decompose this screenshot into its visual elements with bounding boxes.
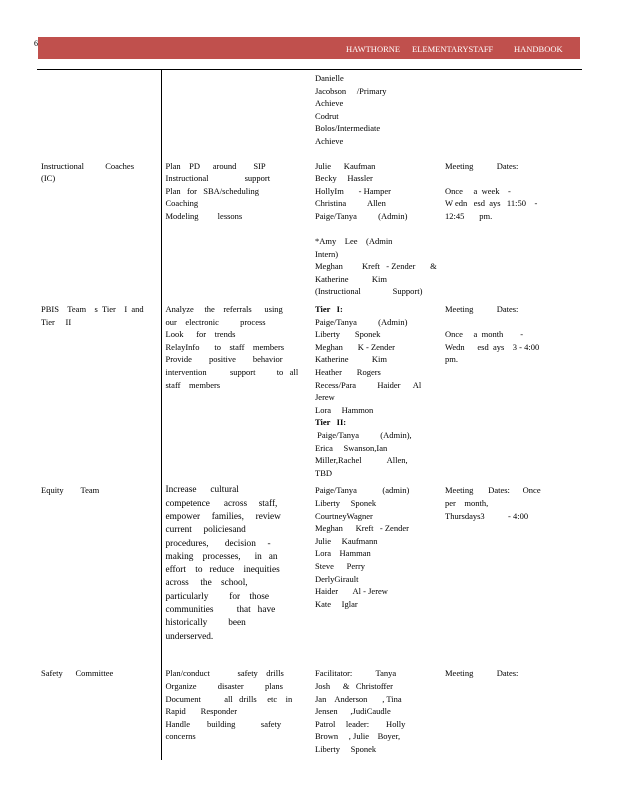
duty-line: Organize disaster plans	[165, 680, 283, 691]
committee-name-cell	[37, 482, 161, 665]
table-row	[37, 665, 582, 760]
member-line: Paige/Tanya (Admin)	[315, 210, 408, 221]
duty-line: intervention support to all	[165, 367, 299, 377]
duties-cell	[161, 301, 311, 482]
meeting-line: Meeting Dates:	[445, 160, 519, 171]
member-line: Intern)	[315, 248, 339, 259]
meeting-line	[445, 172, 578, 185]
duty-line: historically been	[165, 618, 246, 629]
member-line: Katherine Kim	[315, 354, 387, 365]
duty-line: concerns	[165, 731, 196, 742]
meeting-line: Wedn esd ays 3 - 4:00	[445, 341, 540, 352]
table-row	[37, 70, 582, 158]
committee-name-cont: Tier II	[41, 316, 72, 327]
meetings-cell	[441, 482, 582, 665]
meeting-line: Thursdays3 - 4:00	[445, 510, 529, 521]
header-handbook: HANDBOOK	[514, 44, 563, 54]
member-line: Jerew	[315, 392, 335, 403]
committee-name-cell	[37, 70, 161, 158]
meetings-cell	[441, 70, 582, 158]
duty-line: Document all drills etc in	[165, 693, 293, 704]
member-line: Achieve	[315, 135, 344, 146]
meeting-line: Once a month -	[445, 329, 524, 340]
member-line: Recess/Para Haider Al	[315, 379, 422, 390]
member-line: Christina Allen	[315, 198, 386, 209]
duty-line: across the school,	[165, 578, 248, 589]
duty-line: empower families, review	[165, 511, 281, 522]
duty-line: Look for trends	[165, 329, 236, 340]
meeting-line: Meeting Dates:	[445, 668, 519, 679]
committee-name-cont: (IC)	[41, 173, 56, 184]
duty-line: RelayInfo to staff members	[165, 341, 285, 352]
duty-line: Instructional support	[165, 173, 271, 184]
meetings-cell	[441, 158, 582, 302]
member-line: Katherine Kim	[315, 273, 387, 284]
committee-name: Equity Team	[41, 485, 100, 496]
member-line: Patrol leader: Holly	[315, 718, 406, 729]
member-line: Lora Hamman	[315, 548, 371, 559]
committee-name-cell	[37, 665, 161, 760]
meetings-cell	[441, 301, 582, 482]
committee-name: Instructional Coaches	[41, 160, 135, 171]
member-line: Meghan K - Zender	[315, 341, 396, 352]
member-line: Danielle	[315, 73, 344, 83]
member-line: Liberty Sponek	[315, 329, 381, 340]
duty-line: Modeling lessons	[165, 210, 243, 221]
meeting-line: W edn esd ays 11:50 -	[445, 198, 538, 209]
meetings-cell	[441, 665, 582, 760]
tier-2-label: Tier II:	[315, 417, 347, 428]
duty-line: Provide positive behavior	[165, 354, 283, 365]
duty-line: competence across staff,	[165, 498, 278, 509]
meeting-line: Meeting Dates: Once	[445, 485, 541, 496]
meeting-line: pm.	[445, 354, 458, 365]
tier-1-label: Tier I:	[315, 304, 343, 315]
meeting-line: 12:45 pm.	[445, 210, 493, 221]
member-line: Liberty Sponek	[315, 497, 377, 508]
header-school: HAWTHORNE	[346, 44, 401, 54]
duty-line: Coaching	[165, 198, 199, 209]
duty-line: making processes, in an	[165, 551, 278, 562]
committee-name: PBIS Team s Tier I and	[41, 304, 144, 315]
member-line: Josh & Christoffer	[315, 680, 393, 691]
duty-line: Increase cultural	[165, 485, 239, 496]
table-row	[37, 482, 582, 665]
member-line: Erica Swanson,Ian	[315, 442, 388, 453]
duties-cell	[161, 158, 311, 302]
duty-line: our electronic process	[165, 316, 266, 327]
member-line: Julie Kaufmann	[315, 535, 378, 546]
duty-line: staff members	[165, 379, 221, 390]
duty-line: communities that have	[165, 605, 276, 616]
duty-line: Plan/conduct safety drills	[165, 668, 284, 679]
member-line: Brown , Julie Boyer,	[315, 731, 401, 742]
table-row	[37, 301, 582, 482]
meeting-line: Once a week -	[445, 185, 511, 196]
member-line: Liberty Sponek	[315, 743, 377, 754]
members-cell	[311, 482, 441, 665]
duty-line: Handle building safety	[165, 718, 282, 729]
member-line: DerlyGirault	[315, 573, 359, 584]
member-line	[315, 222, 437, 235]
member-line: Facilitator: Tanya	[315, 668, 397, 679]
member-line: Jensen ,JudiCaudle	[315, 706, 391, 717]
members-cell	[311, 158, 441, 302]
member-line: Kate Iglar	[315, 598, 358, 609]
member-line: Haider Al - Jerew	[315, 586, 388, 597]
member-line: Codrut	[315, 110, 339, 121]
member-line: Lora Hammon	[315, 404, 374, 415]
member-line: Bolos/Intermediate	[315, 123, 381, 134]
member-line: Paige/Tanya (Admin),	[315, 429, 412, 440]
member-line: *Amy Lee (Admin	[315, 236, 393, 247]
meeting-line	[445, 316, 578, 329]
duty-line: Plan for SBA/scheduling	[165, 185, 259, 196]
member-line: Jacobson /Primary	[315, 85, 387, 96]
member-line: Meghan Kreft - Zender	[315, 523, 409, 534]
duty-line: procedures, decision -	[165, 538, 271, 549]
member-line: Miller,Rachel Allen,	[315, 455, 408, 466]
table-row	[37, 158, 582, 302]
committee-name: Safety Committee	[41, 668, 114, 679]
meeting-line: Meeting Dates:	[445, 304, 519, 315]
duty-line: underserved.	[165, 631, 214, 642]
member-line: Paige/Tanya (Admin)	[315, 316, 408, 327]
members-cell	[311, 665, 441, 760]
header-bar	[38, 37, 580, 59]
meeting-line: per month,	[445, 497, 489, 508]
member-line: Steve Perry	[315, 560, 366, 571]
member-line: Heather Rogers	[315, 367, 381, 377]
duty-line: Analyze the referrals using	[165, 304, 283, 315]
member-line: Becky Hassler	[315, 173, 373, 184]
members-cell	[311, 301, 441, 482]
member-line: Achieve	[315, 98, 344, 109]
header-staff: ELEMENTARYSTAFF	[412, 44, 494, 54]
duties-cell	[161, 70, 311, 158]
member-line: CourtneyWagner	[315, 510, 373, 521]
duty-line: effort to reduce inequities	[165, 565, 280, 576]
member-line: TBD	[315, 467, 332, 478]
duty-line: current policiesand	[165, 525, 246, 536]
member-line: (Instructional Support)	[315, 286, 423, 297]
member-line: Paige/Tanya (admin)	[315, 485, 410, 496]
member-line: HollyIm - Hamper	[315, 185, 392, 196]
committee-name-cell	[37, 301, 161, 482]
member-line: Julie Kaufman	[315, 160, 376, 171]
page-number: 6	[34, 39, 38, 48]
duty-line: particularly for those	[165, 591, 270, 602]
committee-name-cell	[37, 158, 161, 302]
duties-cell	[161, 482, 311, 665]
member-line: Meghan Kreft - Zender &	[315, 261, 437, 272]
member-line: Jan Anderson , Tina	[315, 693, 402, 704]
duty-line: Rapid Responder	[165, 706, 238, 717]
duty-line: Plan PD around SIP	[165, 160, 266, 171]
duties-cell	[161, 665, 311, 760]
committee-table	[37, 69, 582, 760]
members-cell	[311, 70, 441, 158]
